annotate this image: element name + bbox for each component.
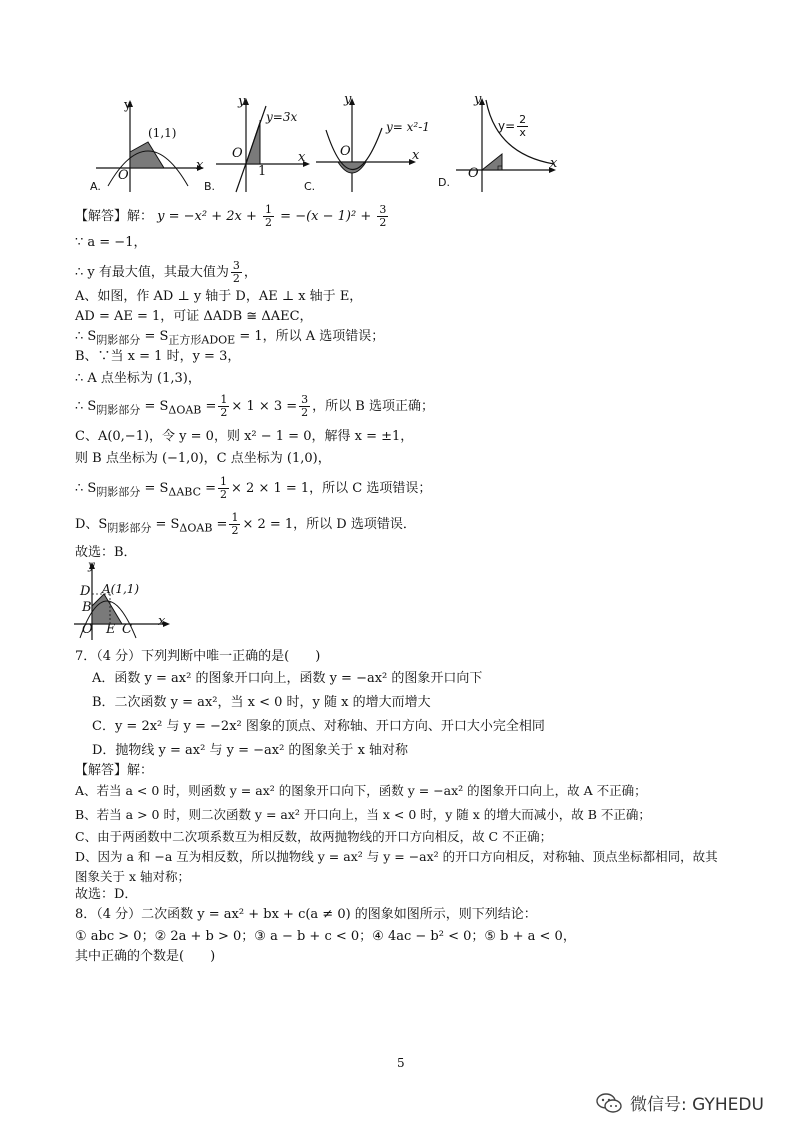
fig-d-x: x [550,156,558,171]
fig-d-origin: O [468,166,479,181]
q8-items: ① abc > 0；② 2a + b > 0；③ a − b + c < 0；④ 4ac − b² < 0；⑤ b + a < 0， [75,929,576,944]
sol6-l8: ∴ $S_{阴影部分} = S_{\Delta OAB}$ = $\frac{1}{2}$ × 1 × 3 = $\frac{3}{2}$ ，所以 B 选项正确； [75,393,434,419]
fig-c-curve: y= x²-1 [386,120,430,134]
figure-a [88,96,208,196]
sol6-expr: y = −x² + 2x + [157,209,257,224]
q7-option-c: C．y = 2x² 与 y = −2x² 图象的顶点、对称轴、开口方向、开口大小完全相同 [92,719,545,734]
sol6-choose: 故选：B． [75,545,137,560]
fig-d-curve-den: x [519,126,526,139]
sf-e: E [106,622,116,637]
sol6-l7: ∴ A 点坐标为 (1,3)， [75,371,201,386]
sol6-l11: ∴ $S_{阴影部分} = S_{\Delta ABC}$ = $\frac{1}{2}$ × 2 × 1 = 1，所以 C 选项错误； [75,475,432,501]
fig-a-x: x [196,158,204,173]
sol6-frac2: $\frac{3}{2}$ [379,203,387,229]
sf-c: C [122,622,132,637]
sol6-l6: B、∵当 x = 1 时，y = 3， [75,349,241,364]
q7-sol-1: A、若当 a < 0 时，则函数 y = ax² 的图象开口向下，函数 y = −ax² 的图象开口向上，故 A 不正确； [75,783,647,798]
q7-stem: 7．（4 分）下列判断中唯一正确的是( ) [75,649,321,664]
fig-b-tick: 1 [258,164,267,179]
fig-d-curve-frac [517,114,528,139]
fig-b-curve: y=3x [266,110,298,124]
q7-option-d: D．抛物线 y = ax² 与 y = −ax² 的图象关于 x 轴对称 [92,743,409,758]
figure-b-graph [202,92,312,196]
fig-b-y: y [238,94,246,109]
figure-c [302,92,432,196]
fig-a-origin: O [118,168,129,183]
fig-d-curve [498,114,530,139]
q8-ask: 其中正确的个数是( ) [75,949,216,964]
fig-d-y: y [474,92,482,107]
sol6-l10: 则 B 点坐标为 (−1,0)，C 点坐标为 (1,0)， [75,451,331,466]
fig-a-y: y [124,98,132,113]
q7-sol-3: C、由于两函数中二次项系数互为相反数，故两抛物线的开口方向相反，故 C 不正确； [75,829,553,844]
wechat-icon [596,1092,622,1114]
solution-figure [70,560,180,642]
sol6-l9: C、A(0,−1)，令 y = 0，则 x² − 1 = 0，解得 x = ±1， [75,429,414,444]
figure-b [202,92,312,196]
fig-d-curve-num: 2 [519,113,527,126]
sol6-l2: ∴ y 有最大值，其最大值为 $\frac{3}{2}$ ， [75,259,257,285]
figure-d [436,92,566,196]
q7-choose: 故选：D． [75,887,138,902]
figure-a-graph [88,96,208,196]
figure-c-graph [302,92,432,196]
sf-d: D [80,584,91,599]
sf-o: O [82,622,93,637]
sol6-l1: ∵ a = −1， [75,235,147,250]
sol6-frac: $\frac{1}{2}$ [265,203,273,229]
q7-sol-2: B、若当 a > 0 时，则二次函数 y = ax² 开口向上，当 x < 0 时，y 随 x 的增大而减小，故 B 不正确； [75,807,651,822]
figure-d-graph [436,92,566,196]
q7-option-a: A．函数 y = ax² 的图象开口向上，函数 y = −ax² 的图象开口向下 [92,671,483,686]
sol6-expr2: = −(x − 1)² + [280,209,372,224]
sf-y: y [88,558,95,572]
fig-c-x: x [412,148,420,163]
fig-c-origin: O [340,144,351,159]
sf-x: x [158,614,166,629]
sol6-l5: ∴ $S_{阴影部分} = S_{正方形ADOE} = 1$，所以 A 选项错误； [75,329,385,347]
fig-b-x: x [298,150,306,165]
sol6-l12: D、$S_{阴影部分} = S_{\Delta OAB}$ = $\frac{1}{2}$ × 2 = 1，所以 D 选项错误． [75,511,416,537]
fig-c-label: C. [304,180,316,193]
sol6-tag: 【解答】解： [75,209,154,224]
fig-c-y: y [344,92,352,107]
sf-b: B [82,600,92,615]
q7-option-b: B．二次函数 y = ax²，当 x < 0 时，y 随 x 的增大而增大 [92,695,431,710]
sf-a: A(1,1) [102,582,140,596]
fig-a-label: A. [90,180,101,193]
fig-d-curve-prefix: y= [498,119,516,133]
q7-sol-4: D、因为 a 和 −a 互为相反数，所以抛物线 y = ax² 与 y = −ax² 的开口方向相反，对称轴、顶点坐标都相同，故其 [75,849,718,864]
fig-a-point: (1,1) [148,126,177,140]
fig-b-origin: O [232,146,243,161]
q7-solution-tag: 【解答】解： [75,763,154,778]
watermark-text: 微信号: GYHEDU [630,1095,764,1115]
sol6-l3: A、如图，作 AD ⊥ y 轴于 D，AE ⊥ x 轴于 E， [75,289,363,304]
watermark [596,1090,764,1115]
q8-stem: 8．（4 分）二次函数 y = ax² + bx + c(a ≠ 0) 的图象如图所示，则下列结论： [75,907,537,922]
sol6-l4: AD = AE = 1，可证 ΔADB ≅ ΔAEC， [75,309,313,324]
sol6-head [75,204,390,229]
fig-b-label: B. [204,180,216,193]
page-number: 5 [397,1056,405,1070]
q7-sol-5: 图象关于 x 轴对称； [75,869,190,884]
fig-d-label: D. [438,176,450,189]
